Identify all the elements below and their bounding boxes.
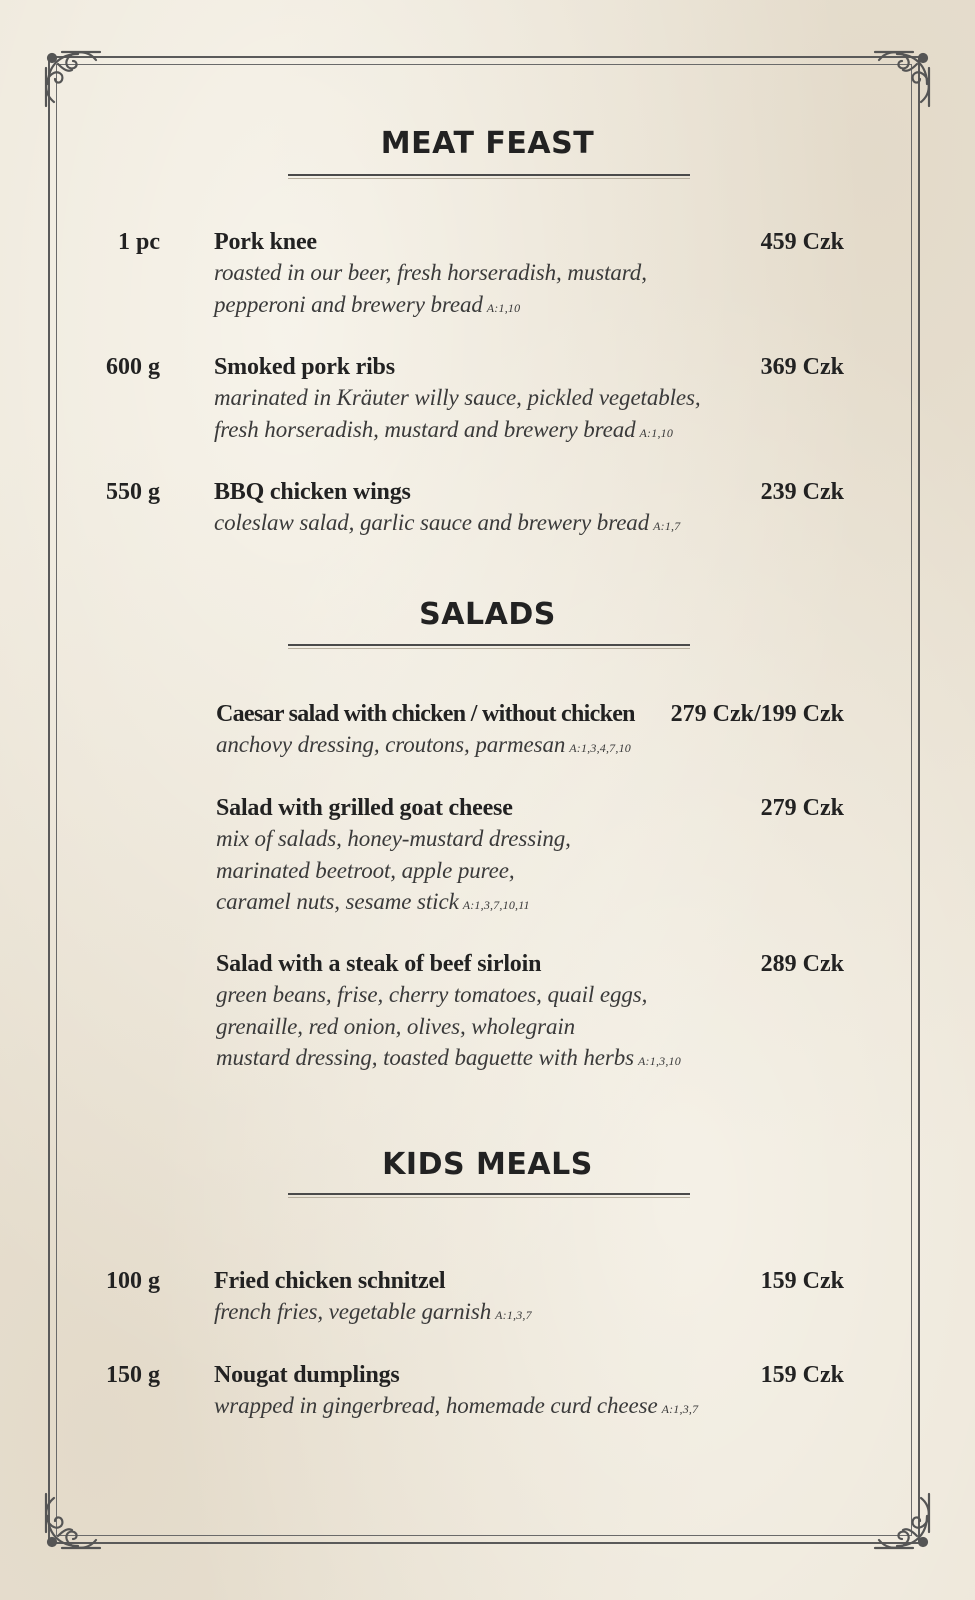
item-description	[214, 382, 701, 449]
item-quantity: 550 g	[106, 479, 160, 505]
allergen-codes: A:1,3,7	[495, 1308, 532, 1322]
section-title-kids-meals: KIDS MEALS	[382, 1147, 593, 1182]
section-divider	[288, 1193, 690, 1195]
section-title-salads: SALADS	[419, 597, 556, 632]
item-price: 279 Czk/199 Czk	[670, 701, 844, 727]
item-name: BBQ chicken wings	[214, 479, 411, 505]
item-price: 459 Czk	[760, 229, 844, 255]
item-price: 159 Czk	[760, 1362, 844, 1388]
item-quantity: 600 g	[106, 354, 160, 380]
item-description	[214, 1296, 532, 1332]
ornament-corner-icon	[867, 1486, 937, 1556]
item-description	[214, 257, 647, 324]
description-text: fresh horseradish, mustard and brewery bread	[214, 416, 636, 442]
item-quantity: 100 g	[106, 1268, 160, 1294]
allergen-codes: A:1,7	[653, 519, 681, 533]
item-description	[216, 823, 571, 922]
description-line	[216, 1042, 681, 1078]
item-description	[216, 729, 631, 765]
description-line	[214, 1296, 532, 1332]
description-line: green beans, frise, cherry tomatoes, quail eggs,	[216, 982, 648, 1007]
section-divider	[288, 644, 690, 646]
allergen-codes: A:1,3,7,10,11	[462, 898, 530, 912]
description-text: french fries, vegetable garnish	[214, 1299, 492, 1324]
item-description	[216, 979, 681, 1078]
section-divider	[288, 174, 690, 176]
item-name: Caesar salad with chicken / without chicken	[216, 701, 635, 727]
item-name: Salad with grilled goat cheese	[216, 795, 513, 821]
allergen-codes: A:1,3,7	[661, 1402, 699, 1416]
description-line: marinated beetroot, apple puree,	[216, 857, 515, 883]
item-name: Fried chicken schnitzel	[214, 1268, 446, 1294]
description-text: anchovy dressing, croutons, parmesan	[216, 732, 566, 757]
allergen-codes: A:1,3,10	[638, 1054, 681, 1068]
item-price: 289 Czk	[760, 951, 844, 977]
description-text: wrapped in gingerbread, homemade curd cheese	[214, 1393, 658, 1418]
description-text: caramel nuts, sesame stick	[216, 889, 459, 914]
description-line	[216, 729, 631, 765]
description-text: mustard dressing, toasted baguette with herbs	[216, 1045, 635, 1070]
allergen-codes: A:1,3,4,7,10	[569, 741, 631, 755]
description-line: mix of salads, honey-mustard dressing,	[216, 826, 571, 851]
item-quantity: 150 g	[106, 1362, 160, 1388]
allergen-codes: A:1,10	[486, 300, 521, 315]
description-line	[214, 1390, 698, 1426]
ornament-corner-icon	[38, 1486, 108, 1556]
description-line	[214, 507, 680, 543]
description-text: pepperoni and brewery bread	[214, 291, 483, 317]
description-line	[214, 414, 701, 450]
item-price: 369 Czk	[760, 354, 844, 380]
description-text: coleslaw salad, garlic sauce and brewery bread	[214, 510, 650, 535]
description-line: roasted in our beer, fresh horseradish, mustard,	[214, 260, 647, 285]
item-name: Nougat dumplings	[214, 1362, 400, 1388]
ornament-corner-icon	[38, 44, 108, 114]
item-price: 159 Czk	[760, 1268, 844, 1294]
item-name: Salad with a steak of beef sirloin	[216, 951, 542, 977]
allergen-codes: A:1,10	[639, 425, 674, 440]
item-quantity: 1 pc	[118, 229, 160, 255]
item-name: Smoked pork ribs	[214, 354, 395, 380]
item-description	[214, 507, 680, 543]
description-line: grenaille, red onion, olives, wholegrain	[216, 1013, 576, 1039]
item-price: 279 Czk	[760, 795, 844, 821]
item-name: Pork knee	[214, 229, 317, 255]
description-line	[214, 289, 647, 325]
section-title-meat-feast: MEAT FEAST	[380, 126, 595, 161]
description-line: marinated in Kräuter willy sauce, pickled vegetables,	[214, 385, 701, 410]
description-line	[216, 886, 571, 922]
item-price: 239 Czk	[760, 479, 844, 505]
item-description	[214, 1390, 698, 1426]
ornament-corner-icon	[867, 44, 937, 114]
